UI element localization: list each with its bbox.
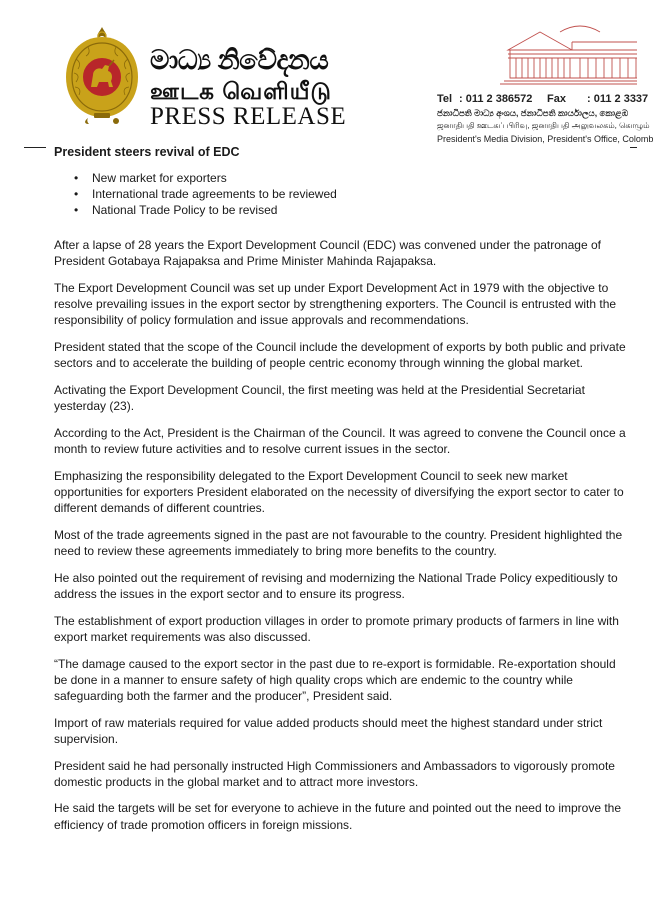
body-paragraph: The Export Development Council was set up under Export Development Act in 1979 with the objective to resolve prevailing issues in the export sector by strengthening exporters. The Council is entrusted with the responsibility of policy formulation and issue approvals and recommendations. [54,280,617,328]
body-paragraph: According to the Act, President is the Chairman of the Council. It was agreed to convene the Council once a month to review future activities and to resolve current issues in the sector. [54,425,626,457]
presidential-building-illustration [500,20,637,84]
masthead-english-title: PRESS RELEASE [150,103,347,130]
building-entablature [508,54,637,58]
building-columns [516,58,636,78]
header-rule-right [630,147,637,148]
building-pediment [508,32,572,50]
state-emblem-logo [62,25,142,125]
building-steps [500,81,637,84]
body-paragraph: The establishment of export production villages in order to promote primary products of farmers in line with export market requirements was also discussed. [54,613,619,644]
body-paragraph: Most of the trade agreements signed in the past are not favourable to the country. President highlighted the need to review these agreements immediately to bring more benefits to the country. [54,527,623,559]
highlight-item: • New market for exporters [54,170,337,186]
fax-number: : 011 2 3337 [587,93,649,105]
body-paragraph: President said he had personally instructed High Commissioners and Ambassadors to vigorously promote domestic products in the global market and to attract more investors. [54,758,615,789]
body-paragraph: “The damage caused to the export sector in the past due to re-export is formidable. Re-exportation should be done in a manner to ensure safety of high quality crops which are endemic to the country while safeguarding both the farmer and the producer”, President said. [54,656,616,703]
contact-english-line: President's Media Division, President's Office, Colomb [437,134,653,144]
fax-label: Fax [547,93,566,105]
highlights-list [54,170,337,218]
highlight-item: • International trade agreements to be reviewed [54,186,337,202]
masthead-tamil-title: ஊடக வெளியீடு [150,78,332,104]
body-paragraph: Emphasizing the responsibility delegated to the Export Development Council to seek new market opportunities for exporters President elaborated on the necessity of diversifying the export sector to cater to different demands of different countries. [54,468,624,516]
emblem-sun-icon [113,118,119,124]
highlight-item: • National Trade Policy to be revised [54,202,337,218]
contact-phone-fax [437,93,648,105]
tel-number: : 011 2 386572 [459,93,533,105]
body-paragraph: After a lapse of 28 years the Export Development Council (EDC) was convened under the patronage of President Gotabaya Rajapaksa and Prime Minister Mahinda Rajapaksa. [54,238,601,269]
release-headline: President steers revival of EDC [54,145,240,159]
header-rule-left [24,147,46,148]
body-paragraph: Activating the Export Development Council, the first meeting was held at the Presidential Secretariat yesterday (23). [54,382,585,414]
contact-sinhala-line: ජනාධිපති මාධ්‍ය අංශය, ජනාධිපති කාර්යාලය, කොළඹ [437,108,629,118]
building-dome [560,26,600,32]
masthead-sinhala-title: මාධ්‍ය නිවේදනය [150,45,329,75]
emblem-pot-base [94,113,110,118]
contact-tamil-line: ஜனாதிபதி ஊடகப் பிரிவு, ஜனாதிபதி அலுவலகம், கொழும் [437,121,650,130]
body-paragraph: He also pointed out the requirement of revising and modernizing the National Trade Policy expeditiously to address the issues in the export sector and to ensure its progress. [54,570,618,601]
tel-label: Tel [437,93,453,105]
body-paragraph: Import of raw materials required for value added products should meet the highest standard under strict supervision. [54,715,603,746]
body-paragraph: President stated that the scope of the Council include the development of exports by both public and private sectors and to accelerate the building of people centric economy through winning the global market. [54,340,626,371]
release-body [54,237,632,843]
building-wing [572,42,637,50]
body-paragraph: He said the targets will be set for everyone to achieve in the future and pointed out the need to improve the efficiency of trade promotion officers in foreign missions. [54,801,622,832]
emblem-moon-icon [85,118,89,124]
